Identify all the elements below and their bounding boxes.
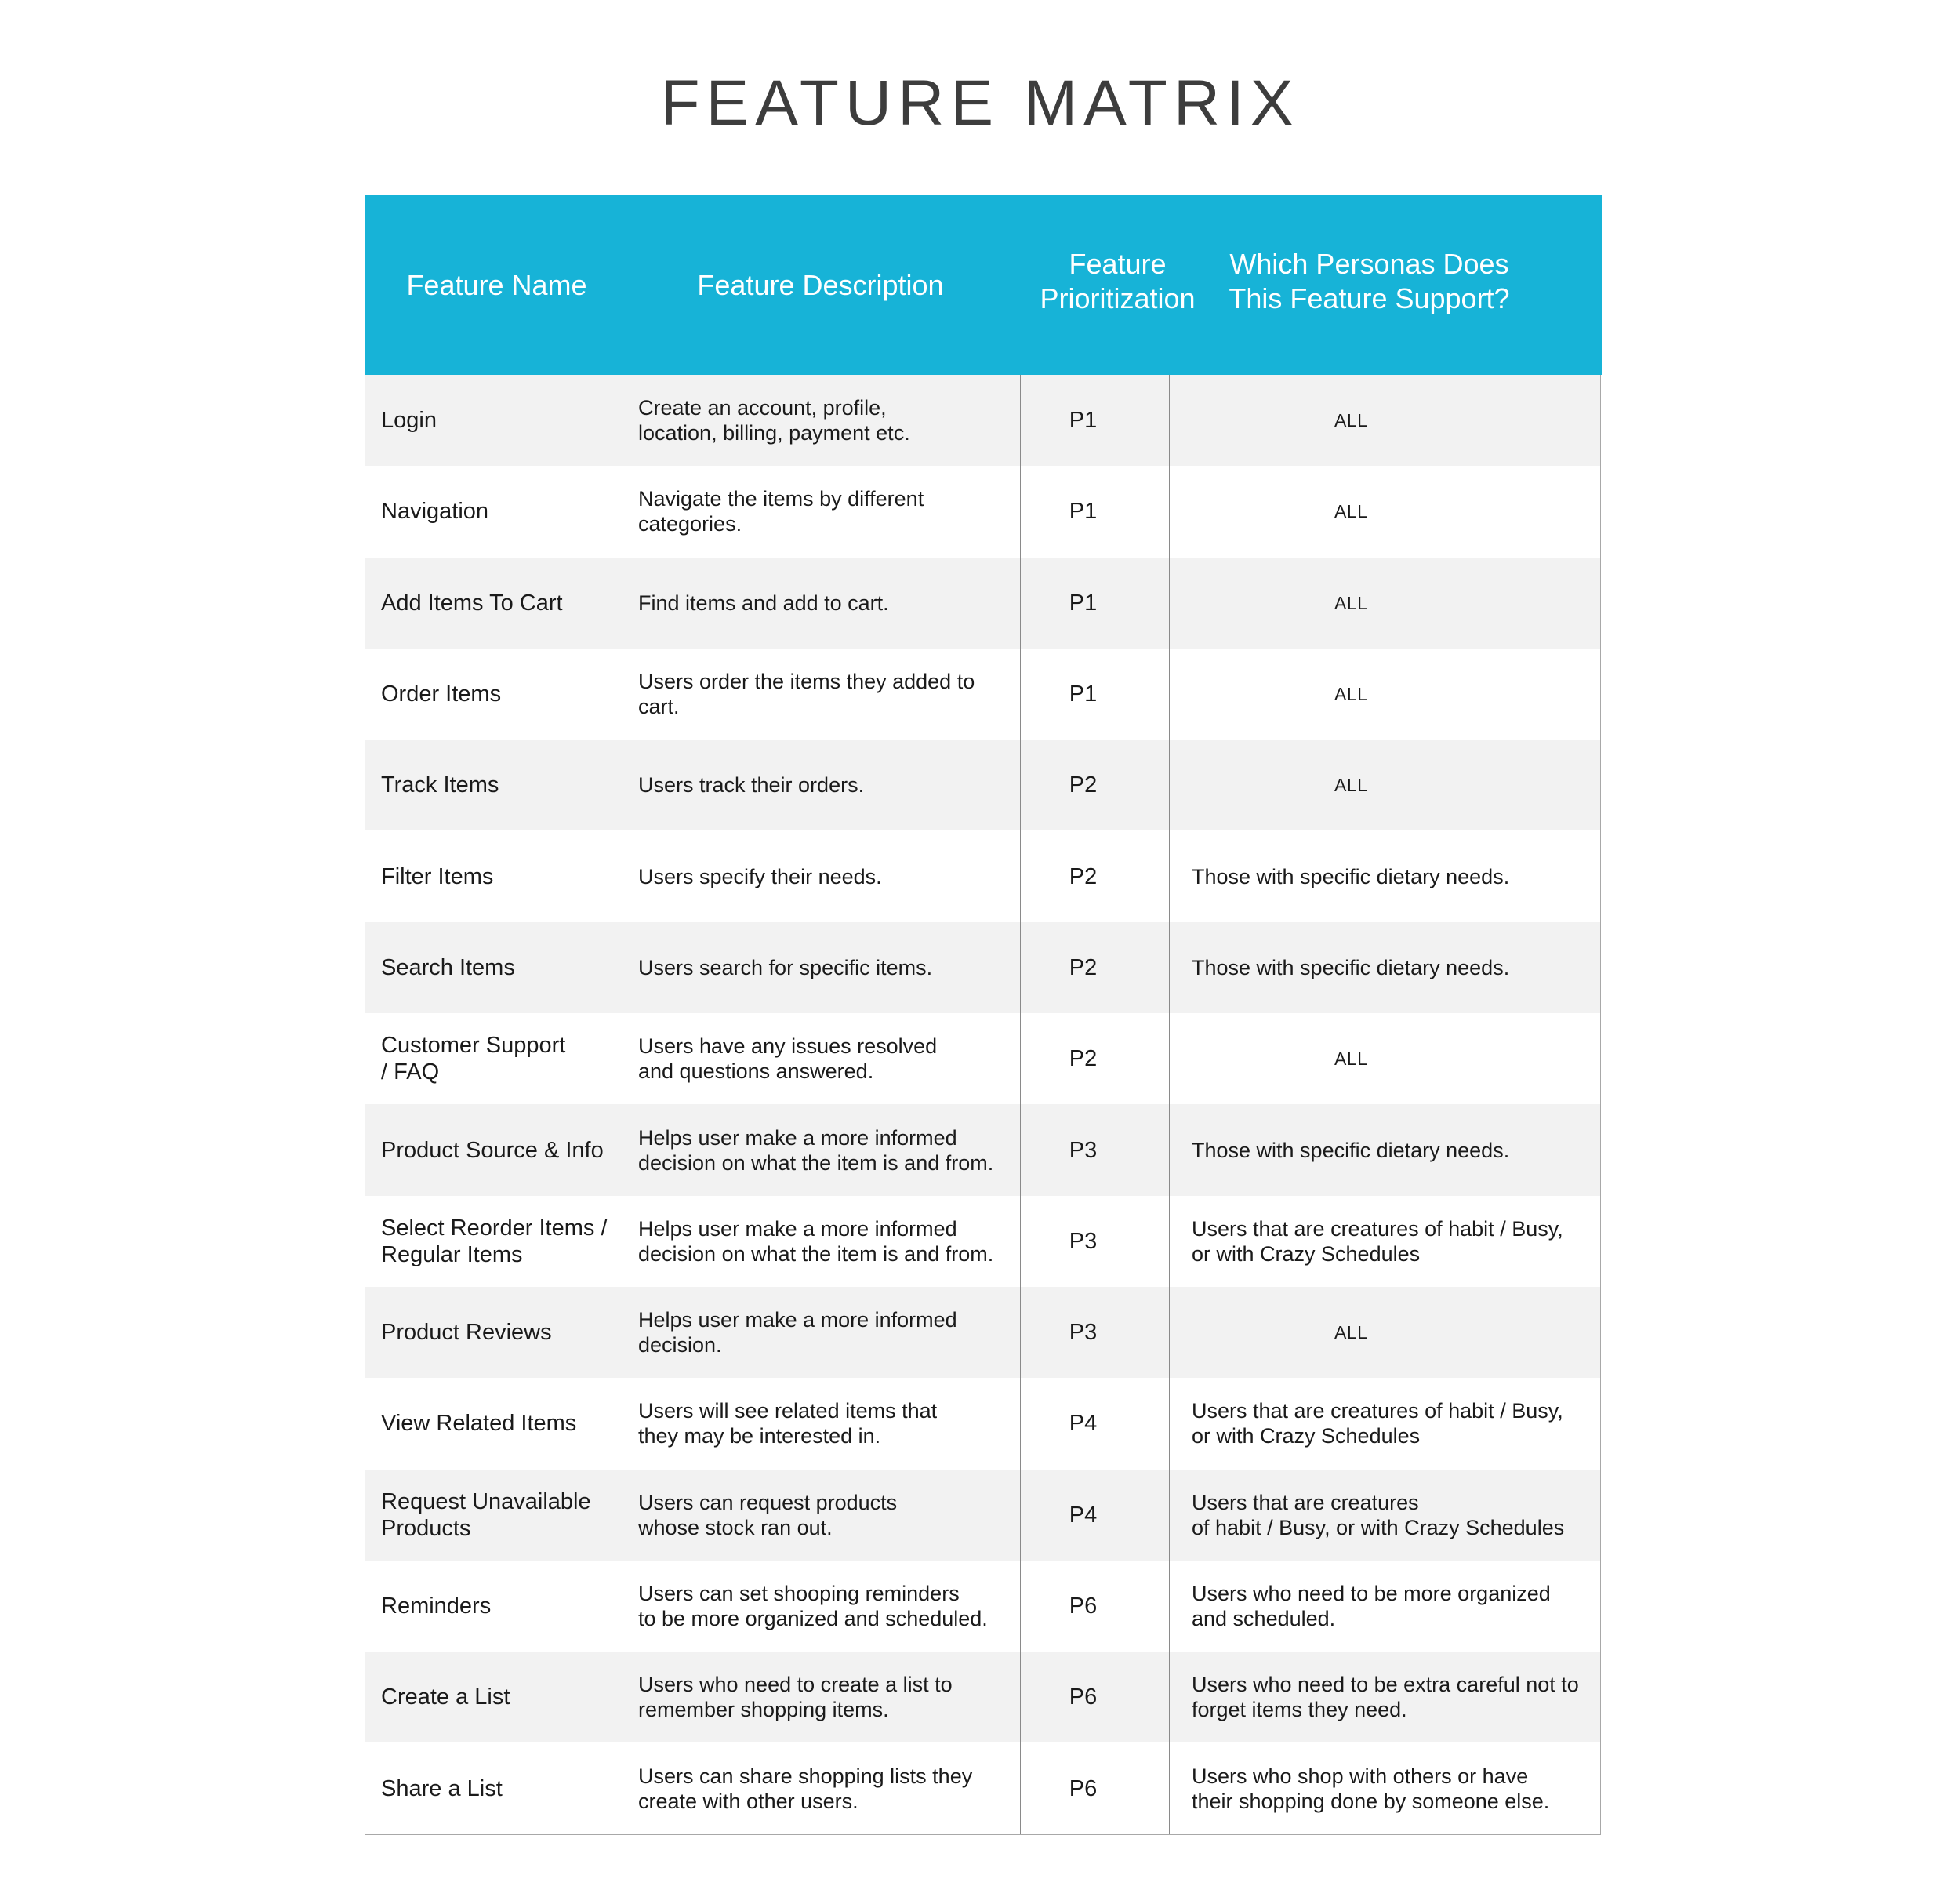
personas-cell [1170, 375, 1600, 466]
feature-description-cell [622, 1652, 1021, 1742]
personas-cell-text: Users who shop with others or have their shopping done by someone else. [1192, 1764, 1550, 1813]
table-row [365, 1561, 1600, 1652]
personas-cell-text: Those with specific dietary needs. [1192, 955, 1510, 979]
feature-description-cell [622, 1287, 1021, 1378]
personas-cell [1170, 922, 1600, 1013]
feature-priority-cell [1021, 1287, 1170, 1378]
feature-name-cell-text: Track Items [381, 772, 499, 798]
personas-cell [1170, 1561, 1600, 1652]
personas-cell-text: Users that are creatures of habit / Busy, or with Crazy Schedules [1192, 1399, 1563, 1448]
table-row [365, 1196, 1600, 1287]
feature-description-cell [622, 558, 1021, 649]
feature-priority-cell-text: P2 [1069, 954, 1098, 980]
feature-name-cell-text: Order Items [381, 681, 502, 707]
feature-priority-cell [1021, 649, 1170, 740]
feature-description-cell [622, 830, 1021, 921]
feature-name-cell-text: Customer Support / FAQ [381, 1033, 566, 1085]
feature-description-cell-text: Helps user make a more informed decision on what the item is and from. [638, 1216, 994, 1266]
personas-cell [1170, 649, 1600, 740]
feature-priority-cell [1021, 740, 1170, 830]
table-row [365, 466, 1600, 557]
feature-priority-cell-text: P6 [1069, 1775, 1098, 1801]
page-title: FEATURE MATRIX [660, 67, 1300, 139]
feature-priority-cell [1021, 922, 1170, 1013]
feature-priority-cell-text: P2 [1069, 863, 1098, 889]
personas-cell [1170, 558, 1600, 649]
feature-name-cell-text: Login [381, 408, 437, 434]
personas-cell [1170, 466, 1600, 557]
feature-matrix-table [365, 195, 1601, 1835]
feature-description-cell [622, 649, 1021, 740]
feature-priority-cell-text: P6 [1069, 1593, 1098, 1619]
feature-name-cell-text: Product Reviews [381, 1320, 552, 1346]
table-row [365, 922, 1600, 1013]
table-row [365, 649, 1600, 740]
table-row [365, 1287, 1600, 1378]
personas-cell-text: Users that are creatures of habit / Busy, or with Crazy Schedules [1192, 1216, 1563, 1266]
personas-cell-text: ALL [1334, 684, 1368, 705]
feature-priority-cell [1021, 1742, 1170, 1833]
personas-cell-text: Users who need to be extra careful not to forget items they need. [1192, 1673, 1579, 1722]
feature-description-cell [622, 1470, 1021, 1561]
feature-priority-cell-text: P4 [1069, 1502, 1098, 1528]
personas-cell-text: Users who need to be more organized and scheduled. [1192, 1582, 1551, 1630]
feature-priority-cell [1021, 1470, 1170, 1561]
column-header-personas: Which Personas Does This Feature Support? [1229, 247, 1510, 314]
personas-cell [1170, 830, 1600, 921]
personas-cell [1170, 1470, 1600, 1561]
feature-priority-cell [1021, 1561, 1170, 1652]
feature-description-cell-text: Users will see related items that they may be interested in. [638, 1399, 938, 1448]
personas-cell [1170, 1104, 1600, 1195]
feature-priority-cell-text: P3 [1069, 1137, 1098, 1163]
feature-description-cell-text: Navigate the items by different categories. [638, 487, 924, 536]
personas-cell-text: ALL [1334, 775, 1368, 796]
personas-cell-text: ALL [1334, 501, 1368, 522]
feature-description-cell [622, 1196, 1021, 1287]
feature-name-cell [365, 1013, 622, 1104]
table-row [365, 1013, 1600, 1104]
feature-name-cell-text: Navigation [381, 499, 489, 525]
feature-name-cell [365, 466, 622, 557]
feature-name-cell-text: Reminders [381, 1593, 492, 1619]
feature-description-cell-text: Helps user make a more informed decision on what the item is and from. [638, 1125, 994, 1175]
feature-name-cell [365, 649, 622, 740]
feature-name-cell-text: Filter Items [381, 863, 494, 889]
feature-name-cell [365, 1470, 622, 1561]
personas-cell-text: Those with specific dietary needs. [1192, 864, 1510, 888]
feature-description-cell-text: Users can share shopping lists they create with other users. [638, 1764, 973, 1813]
personas-cell [1170, 1013, 1600, 1104]
feature-priority-cell [1021, 1652, 1170, 1742]
personas-cell-text: Users that are creatures of habit / Busy, or with Crazy Schedules [1192, 1490, 1565, 1539]
column-header-feature-name: Feature Name [406, 268, 587, 301]
personas-cell [1170, 740, 1600, 830]
feature-name-cell-text: Select Reorder Items / Regular Items [381, 1215, 608, 1267]
feature-name-cell-text: Create a List [381, 1684, 510, 1710]
feature-priority-cell [1021, 1196, 1170, 1287]
feature-name-cell [365, 1742, 622, 1833]
feature-description-cell-text: Helps user make a more informed decision. [638, 1308, 957, 1357]
feature-name-cell-text: Search Items [381, 954, 515, 980]
personas-cell-text: Those with specific dietary needs. [1192, 1138, 1510, 1162]
feature-name-cell-text: Product Source & Info [381, 1137, 604, 1163]
feature-name-cell [365, 1652, 622, 1742]
feature-name-cell-text: View Related Items [381, 1411, 577, 1437]
table-row [365, 1378, 1600, 1469]
table-header [365, 195, 1602, 375]
table-row [365, 558, 1600, 649]
column-header-feature-prioritization: Feature Prioritization [1040, 247, 1196, 314]
feature-name-cell [365, 1196, 622, 1287]
feature-description-cell [622, 375, 1021, 466]
feature-description-cell [622, 1378, 1021, 1469]
feature-name-cell [365, 1378, 622, 1469]
feature-name-cell [365, 1561, 622, 1652]
feature-name-cell [365, 1104, 622, 1195]
table-row [365, 1742, 1600, 1833]
feature-description-cell-text: Create an account, profile, location, billing, payment etc. [638, 396, 910, 445]
feature-description-cell [622, 740, 1021, 830]
personas-cell-text: ALL [1334, 410, 1368, 431]
feature-description-cell [622, 1104, 1021, 1195]
feature-description-cell [622, 1561, 1021, 1652]
feature-description-cell-text: Users can set shooping reminders to be more organized and scheduled. [638, 1582, 988, 1630]
feature-priority-cell-text: P3 [1069, 1228, 1098, 1254]
personas-cell [1170, 1196, 1600, 1287]
feature-priority-cell-text: P4 [1069, 1411, 1098, 1437]
table-row [365, 1470, 1600, 1561]
feature-priority-cell [1021, 1104, 1170, 1195]
feature-priority-cell [1021, 558, 1170, 649]
feature-priority-cell-text: P1 [1069, 499, 1098, 525]
feature-description-cell [622, 922, 1021, 1013]
feature-description-cell-text: Users specify their needs. [638, 864, 882, 888]
feature-name-cell [365, 922, 622, 1013]
feature-name-cell [365, 830, 622, 921]
feature-description-cell-text: Users track their orders. [638, 773, 865, 798]
feature-priority-cell-text: P3 [1069, 1320, 1098, 1346]
feature-priority-cell-text: P2 [1069, 1046, 1098, 1072]
feature-description-cell [622, 466, 1021, 557]
personas-cell-text: ALL [1334, 592, 1368, 613]
table-row [365, 375, 1600, 466]
feature-name-cell [365, 1287, 622, 1378]
feature-description-cell-text: Find items and add to cart. [638, 591, 889, 615]
personas-cell [1170, 1287, 1600, 1378]
feature-priority-cell [1021, 1378, 1170, 1469]
feature-name-cell-text: Add Items To Cart [381, 590, 563, 616]
table-row [365, 740, 1600, 830]
feature-priority-cell-text: P1 [1069, 408, 1098, 434]
table-body [365, 375, 1600, 1834]
feature-description-cell-text: Users search for specific items. [638, 955, 933, 979]
feature-name-cell [365, 375, 622, 466]
feature-description-cell-text: Users have any issues resolved and questions answered. [638, 1034, 938, 1084]
personas-cell [1170, 1378, 1600, 1469]
feature-priority-cell [1021, 830, 1170, 921]
feature-description-cell-text: Users order the items they added to cart. [638, 670, 975, 719]
feature-priority-cell-text: P1 [1069, 590, 1098, 616]
table-row [365, 1104, 1600, 1195]
table-row [365, 1652, 1600, 1742]
feature-priority-cell-text: P1 [1069, 681, 1098, 707]
feature-priority-cell [1021, 375, 1170, 466]
feature-description-cell [622, 1742, 1021, 1833]
personas-cell-text: ALL [1334, 1048, 1368, 1070]
feature-name-cell [365, 558, 622, 649]
feature-name-cell [365, 740, 622, 830]
personas-cell [1170, 1742, 1600, 1833]
feature-description-cell-text: Users who need to create a list to remember shopping items. [638, 1673, 953, 1722]
personas-cell-text: ALL [1334, 1322, 1368, 1343]
feature-priority-cell [1021, 466, 1170, 557]
column-header-feature-description: Feature Description [697, 268, 944, 301]
personas-cell [1170, 1652, 1600, 1742]
feature-name-cell-text: Share a List [381, 1775, 503, 1801]
feature-priority-cell-text: P2 [1069, 772, 1098, 798]
feature-priority-cell [1021, 1013, 1170, 1104]
feature-priority-cell-text: P6 [1069, 1684, 1098, 1710]
feature-description-cell-text: Users can request products whose stock ran out. [638, 1490, 898, 1539]
table-row [365, 830, 1600, 921]
feature-name-cell-text: Request Unavailable Products [381, 1488, 591, 1541]
feature-description-cell [622, 1013, 1021, 1104]
